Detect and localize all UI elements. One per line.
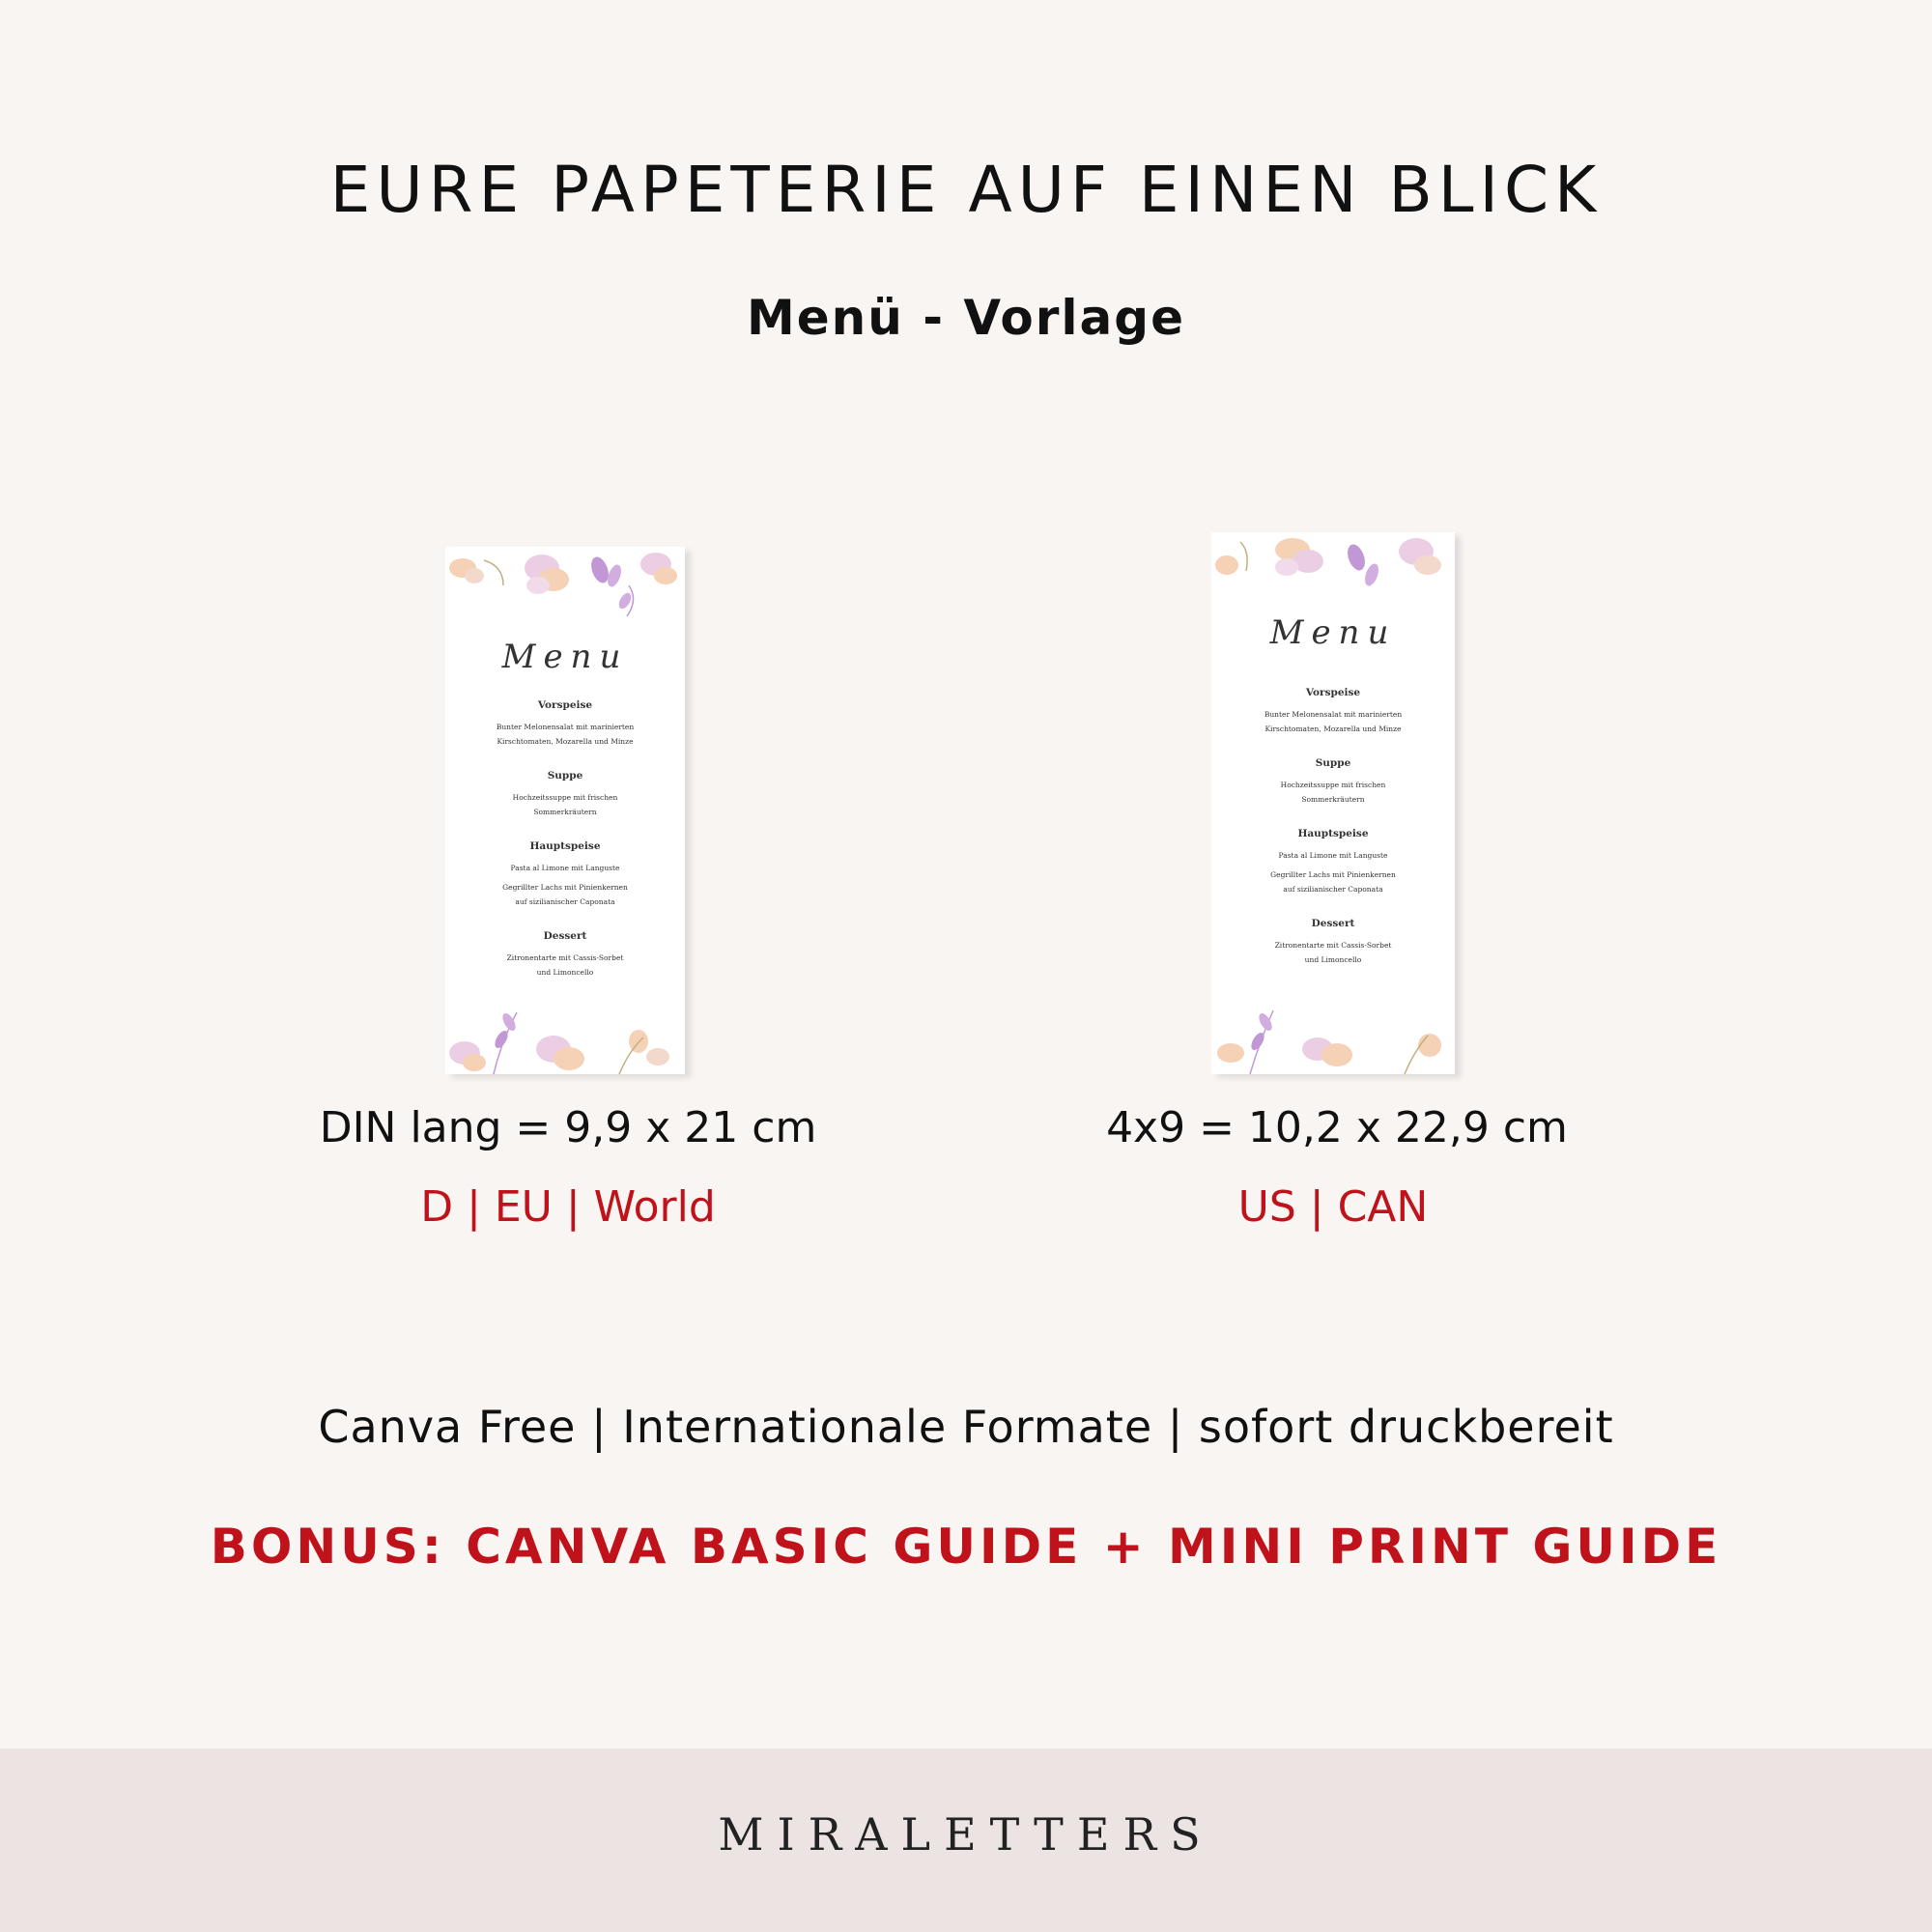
course-name: Hauptspeise bbox=[1297, 828, 1369, 839]
course-line: Bunter Melonensalat mit marinierten bbox=[496, 723, 635, 731]
course-line: Hochzeitssuppe mit frischen bbox=[1280, 781, 1386, 789]
course-starter bbox=[445, 699, 685, 749]
course-line: Gegrillter Lachs mit Pinienkernen bbox=[1270, 870, 1396, 879]
floral-bottom-decoration bbox=[445, 993, 685, 1074]
page-title: EURE PAPETERIE AUF EINEN BLICK bbox=[329, 153, 1603, 227]
course-starter bbox=[1211, 687, 1455, 736]
course-line: Sommerkräutern bbox=[533, 808, 597, 816]
course-line: und Limoncello bbox=[1304, 955, 1362, 964]
floral-bottom-decoration bbox=[1211, 993, 1455, 1074]
brand-logo: MIRALETTERS bbox=[718, 1808, 1214, 1861]
format-regions-din-lang: D | EU | World bbox=[420, 1182, 716, 1232]
course-name: Suppe bbox=[1315, 757, 1351, 769]
course-line: Kirschtomaten, Mozarella und Minze bbox=[497, 737, 634, 746]
course-main bbox=[1211, 828, 1455, 896]
course-dessert bbox=[445, 930, 685, 980]
page-subtitle: Menü - Vorlage bbox=[747, 290, 1185, 346]
course-line: Zitronentarte mit Cassis-Sorbet bbox=[1274, 941, 1392, 950]
feature-list: Canva Free | Internationale Formate | sofort druckbereit bbox=[318, 1401, 1614, 1453]
course-main bbox=[445, 840, 685, 909]
course-line: Gegrillter Lachs mit Pinienkernen bbox=[502, 883, 628, 892]
course-name: Dessert bbox=[1311, 918, 1355, 929]
course-line: und Limoncello bbox=[536, 968, 594, 977]
menu-script-title: Menu bbox=[501, 638, 629, 676]
course-name: Vorspeise bbox=[1305, 687, 1361, 698]
course-line: Pasta al Limone mit Languste bbox=[1278, 851, 1388, 860]
menu-card-din-lang bbox=[445, 547, 685, 1074]
course-dessert bbox=[1211, 918, 1455, 967]
menu-courses bbox=[1211, 687, 1455, 988]
course-line: Hochzeitssuppe mit frischen bbox=[512, 793, 618, 802]
floral-top-decoration bbox=[445, 547, 685, 624]
floral-top-decoration bbox=[1211, 532, 1455, 610]
bonus-banner: BONUS: CANVA BASIC GUIDE + MINI PRINT GUIDE bbox=[210, 1519, 1722, 1575]
course-line: Kirschtomaten, Mozarella und Minze bbox=[1264, 724, 1402, 733]
menu-script-title: Menu bbox=[1269, 613, 1397, 652]
course-line: Sommerkräutern bbox=[1301, 795, 1365, 804]
course-name: Vorspeise bbox=[537, 699, 593, 711]
course-soup bbox=[1211, 757, 1455, 807]
menu-courses bbox=[445, 699, 685, 1001]
course-name: Dessert bbox=[543, 930, 587, 942]
course-name: Suppe bbox=[547, 770, 583, 781]
course-line: Zitronentarte mit Cassis-Sorbet bbox=[506, 953, 624, 962]
course-line: Bunter Melonensalat mit marinierten bbox=[1264, 710, 1403, 719]
format-size-din-lang: DIN lang = 9,9 x 21 cm bbox=[319, 1103, 817, 1152]
course-soup bbox=[445, 770, 685, 819]
menu-card-4x9 bbox=[1211, 532, 1455, 1074]
course-line: auf sizilianischer Caponata bbox=[1283, 885, 1383, 894]
course-name: Hauptspeise bbox=[529, 840, 601, 852]
format-size-4x9: 4x9 = 10,2 x 22,9 cm bbox=[1106, 1103, 1568, 1152]
course-line: auf sizilianischer Caponata bbox=[515, 897, 615, 906]
format-regions-4x9: US | CAN bbox=[1237, 1182, 1429, 1232]
course-line: Pasta al Limone mit Languste bbox=[510, 864, 620, 872]
